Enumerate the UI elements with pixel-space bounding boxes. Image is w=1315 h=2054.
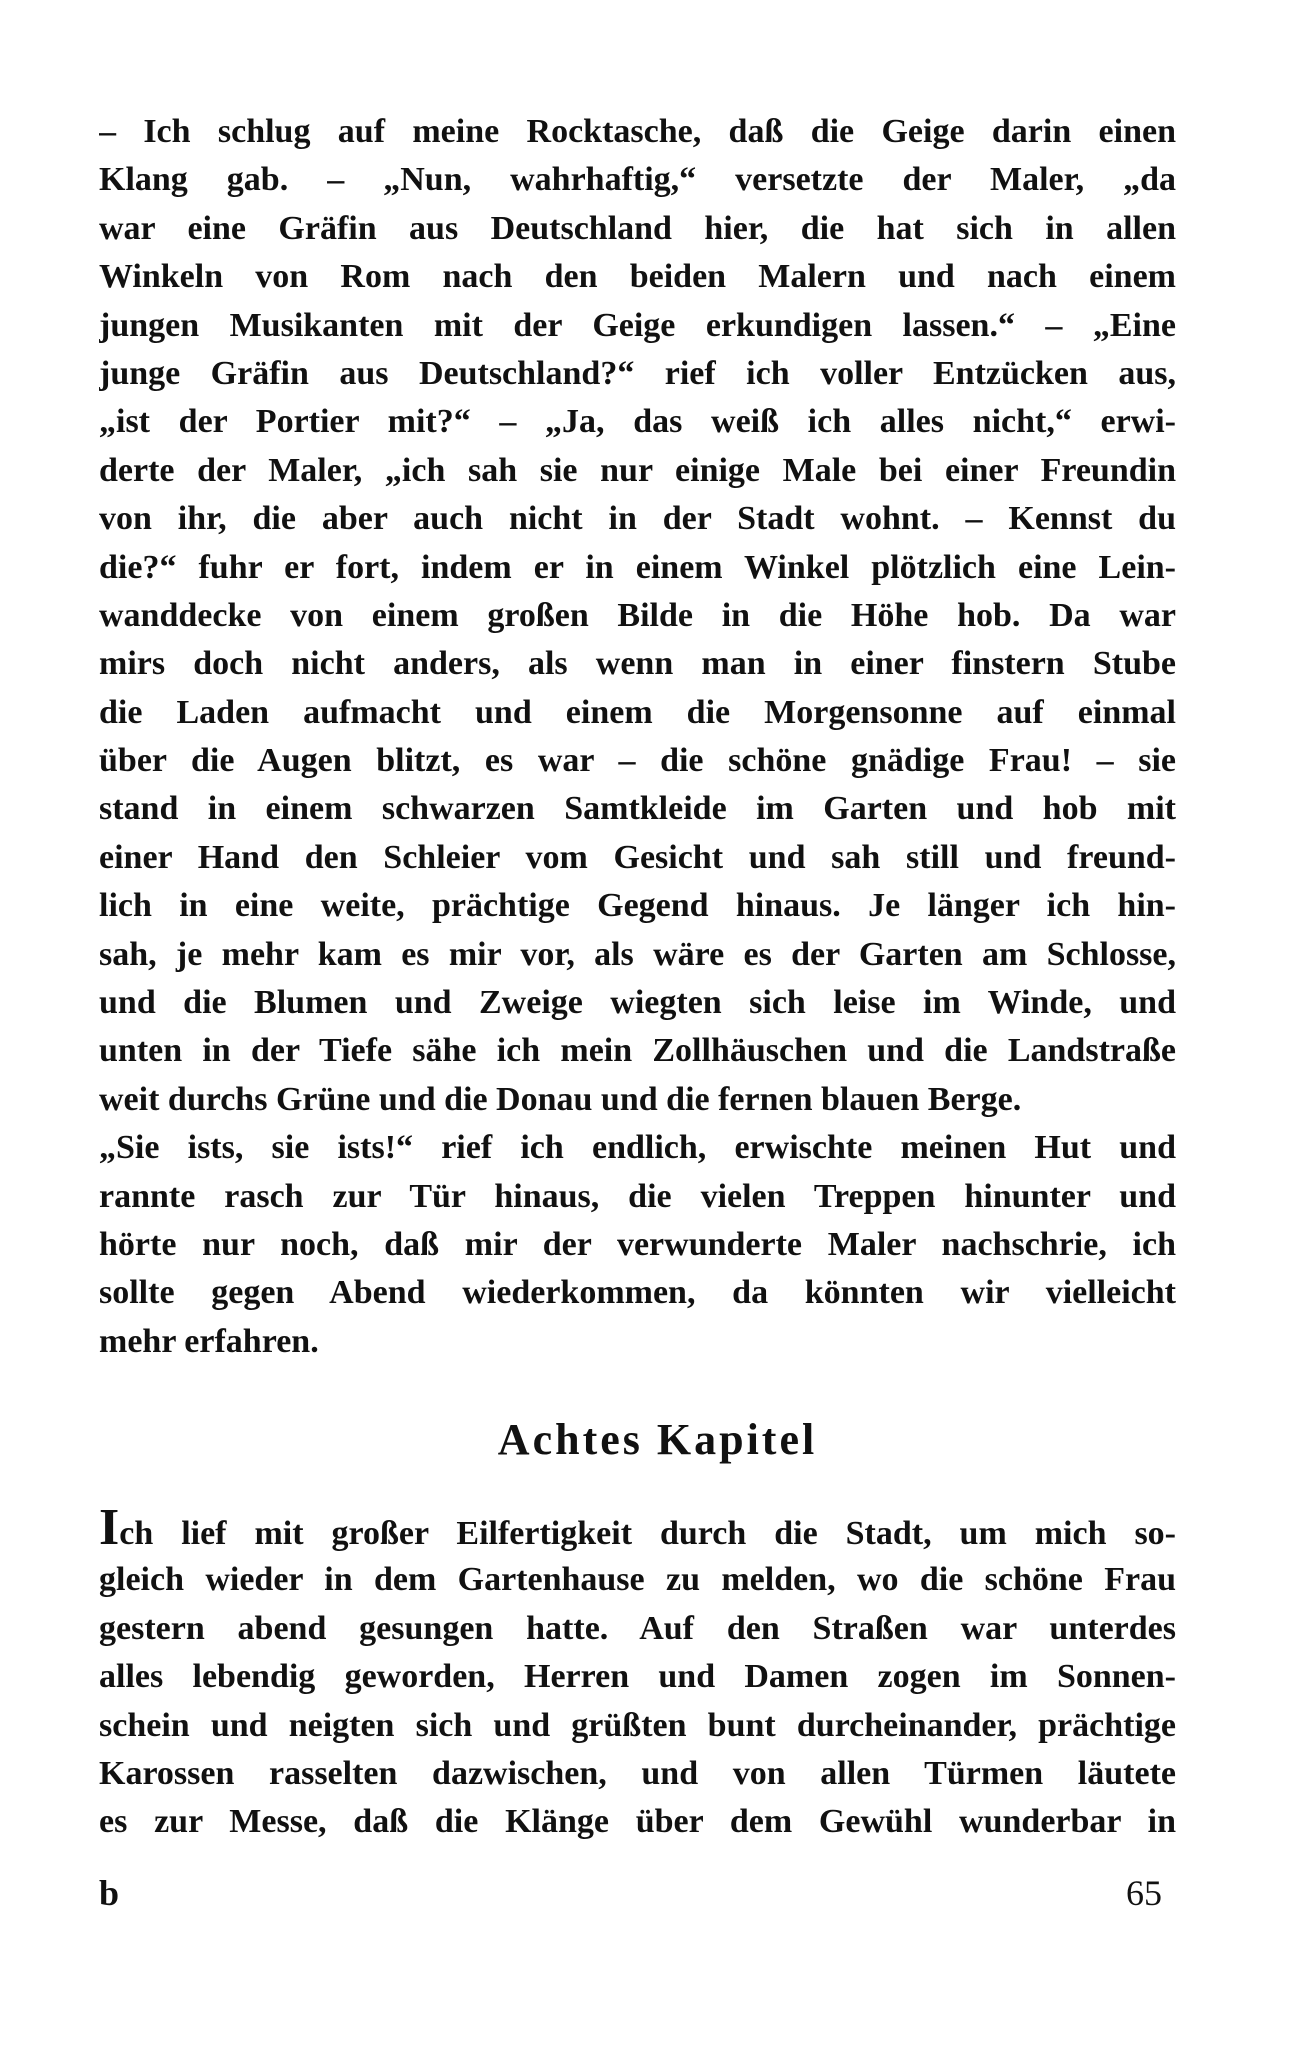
line-text: und die Blumen und Zweige wiegten sich leise im Winde, und — [99, 984, 1176, 1022]
line-text: junge Gräfin aus Deutschland?“ rief ich voller Entzücken aus, — [99, 354, 1176, 392]
text-line — [99, 785, 1176, 833]
line-text: schein und neigten sich und grüßten bunt durcheinander, prächtige — [99, 1706, 1176, 1744]
line-text: weit durchs Grüne und die Donau und die fernen blauen Berge. — [99, 1080, 1022, 1118]
line-text: derte der Maler, „ich sah sie nur einige Male bei einer Freundin — [99, 451, 1176, 489]
text-line — [99, 640, 1176, 688]
text-line — [99, 737, 1176, 785]
text-line — [99, 1124, 1176, 1172]
line-text: stand in einem schwarzen Samtkleide im Garten und hob mit — [99, 790, 1176, 828]
text-line — [99, 1076, 1176, 1124]
line-text: es zur Messe, daß die Klänge über dem Gewühl wunderbar in — [99, 1803, 1176, 1841]
line-text: sah, je mehr kam es mir vor, als wäre es der Garten am Schlosse, — [99, 935, 1176, 973]
line-text: – Ich schlug auf meine Rocktasche, daß die Geige darin einen — [99, 113, 1176, 150]
line-text: hörte nur noch, daß mir der verwunderte Maler nachschrie, ich — [99, 1225, 1176, 1263]
line-text: Klang gab. – „Nun, wahrhaftig,“ versetzte der Maler, „da — [99, 161, 1176, 199]
text-line — [99, 1318, 1176, 1366]
paragraph-2 — [99, 1508, 1176, 1847]
text-line — [99, 1027, 1176, 1075]
text-line — [99, 398, 1176, 446]
text-line — [99, 1221, 1176, 1269]
line-text: mirs doch nicht anders, als wenn man in einer finstern Stube — [99, 645, 1176, 683]
text-line — [99, 302, 1176, 350]
line-text: „Sie ists, sie ists!“ rief ich endlich, erwischte meinen Hut und — [99, 1129, 1176, 1167]
text-line — [99, 495, 1176, 543]
line-text: lich in eine weite, prächtige Gegend hinaus. Je länger ich hin- — [99, 887, 1176, 925]
line-text: Karossen rasselten dazwischen, und von allen Türmen läutete — [99, 1754, 1176, 1792]
line-text: die?“ fuhr er fort, indem er in einem Winkel plötzlich eine Lein- — [99, 548, 1176, 586]
text-line — [99, 1750, 1176, 1798]
text-line — [99, 205, 1176, 253]
text-line — [99, 253, 1176, 301]
line-text: über die Augen blitzt, es war – die schöne gnädige Frau! – sie — [99, 742, 1176, 780]
text-line — [99, 689, 1176, 737]
text-line — [99, 931, 1176, 979]
text-line — [99, 834, 1176, 882]
line-text: einer Hand den Schleier vom Gesicht und sah still und freund- — [99, 838, 1176, 876]
line-text: war eine Gräfin aus Deutschland hier, die hat sich in allen — [99, 209, 1176, 247]
text-line — [99, 979, 1176, 1027]
text-line — [99, 1653, 1176, 1701]
chapter-heading: Achtes Kapitel — [497, 1415, 818, 1464]
signature-mark: b — [99, 1873, 120, 1913]
paragraph-1 — [99, 108, 1176, 1366]
line-text: wanddecke von einem großen Bilde in die Höhe hob. Da war — [99, 596, 1176, 634]
text-line — [99, 108, 1176, 156]
text-line — [99, 544, 1176, 592]
line-text: jungen Musikanten mit der Geige erkundigen lassen.“ – „Eine — [99, 306, 1176, 344]
text-line — [99, 156, 1176, 204]
line-text: sollte gegen Abend wiederkommen, da könnten wir vielleicht — [99, 1274, 1176, 1312]
line-text: mehr erfahren. — [99, 1322, 319, 1360]
line-text: die Laden aufmacht und einem die Morgensonne auf einmal — [99, 693, 1176, 731]
text-line — [99, 882, 1176, 930]
line-text: gleich wieder in dem Gartenhause zu melden, wo die schöne Frau — [99, 1561, 1176, 1599]
text-line — [99, 1173, 1176, 1221]
page-number: 65 — [1126, 1873, 1162, 1913]
line-text: gestern abend gesungen hatte. Auf den Straßen war unterdes — [99, 1609, 1176, 1647]
text-line — [99, 1269, 1176, 1317]
line-text: unten in der Tiefe sähe ich mein Zollhäuschen und die Landstraße — [99, 1032, 1176, 1070]
line-text: Winkeln von Rom nach den beiden Malern und nach einem — [99, 258, 1176, 296]
text-line — [99, 1556, 1176, 1604]
text-line — [99, 1702, 1176, 1750]
line-text: „ist der Portier mit?“ – „Ja, das weiß ich alles nicht,“ erwi- — [99, 403, 1176, 441]
line-text: alles lebendig geworden, Herren und Damen zogen im Sonnen- — [99, 1658, 1176, 1696]
text-line — [99, 447, 1176, 495]
text-line — [99, 1508, 1176, 1556]
text-line — [99, 350, 1176, 398]
text-line — [99, 1605, 1176, 1653]
text-line — [99, 1798, 1176, 1846]
text-line — [99, 592, 1176, 640]
drop-cap: I — [99, 1508, 120, 1556]
line-text: ch lief mit großer Eilfertigkeit durch die Stadt, um mich so- — [119, 1515, 1176, 1552]
line-text: von ihr, die aber auch nicht in der Stadt wohnt. – Kennst du — [99, 500, 1176, 538]
line-text: rannte rasch zur Tür hinaus, die vielen Treppen hinunter und — [99, 1177, 1176, 1215]
